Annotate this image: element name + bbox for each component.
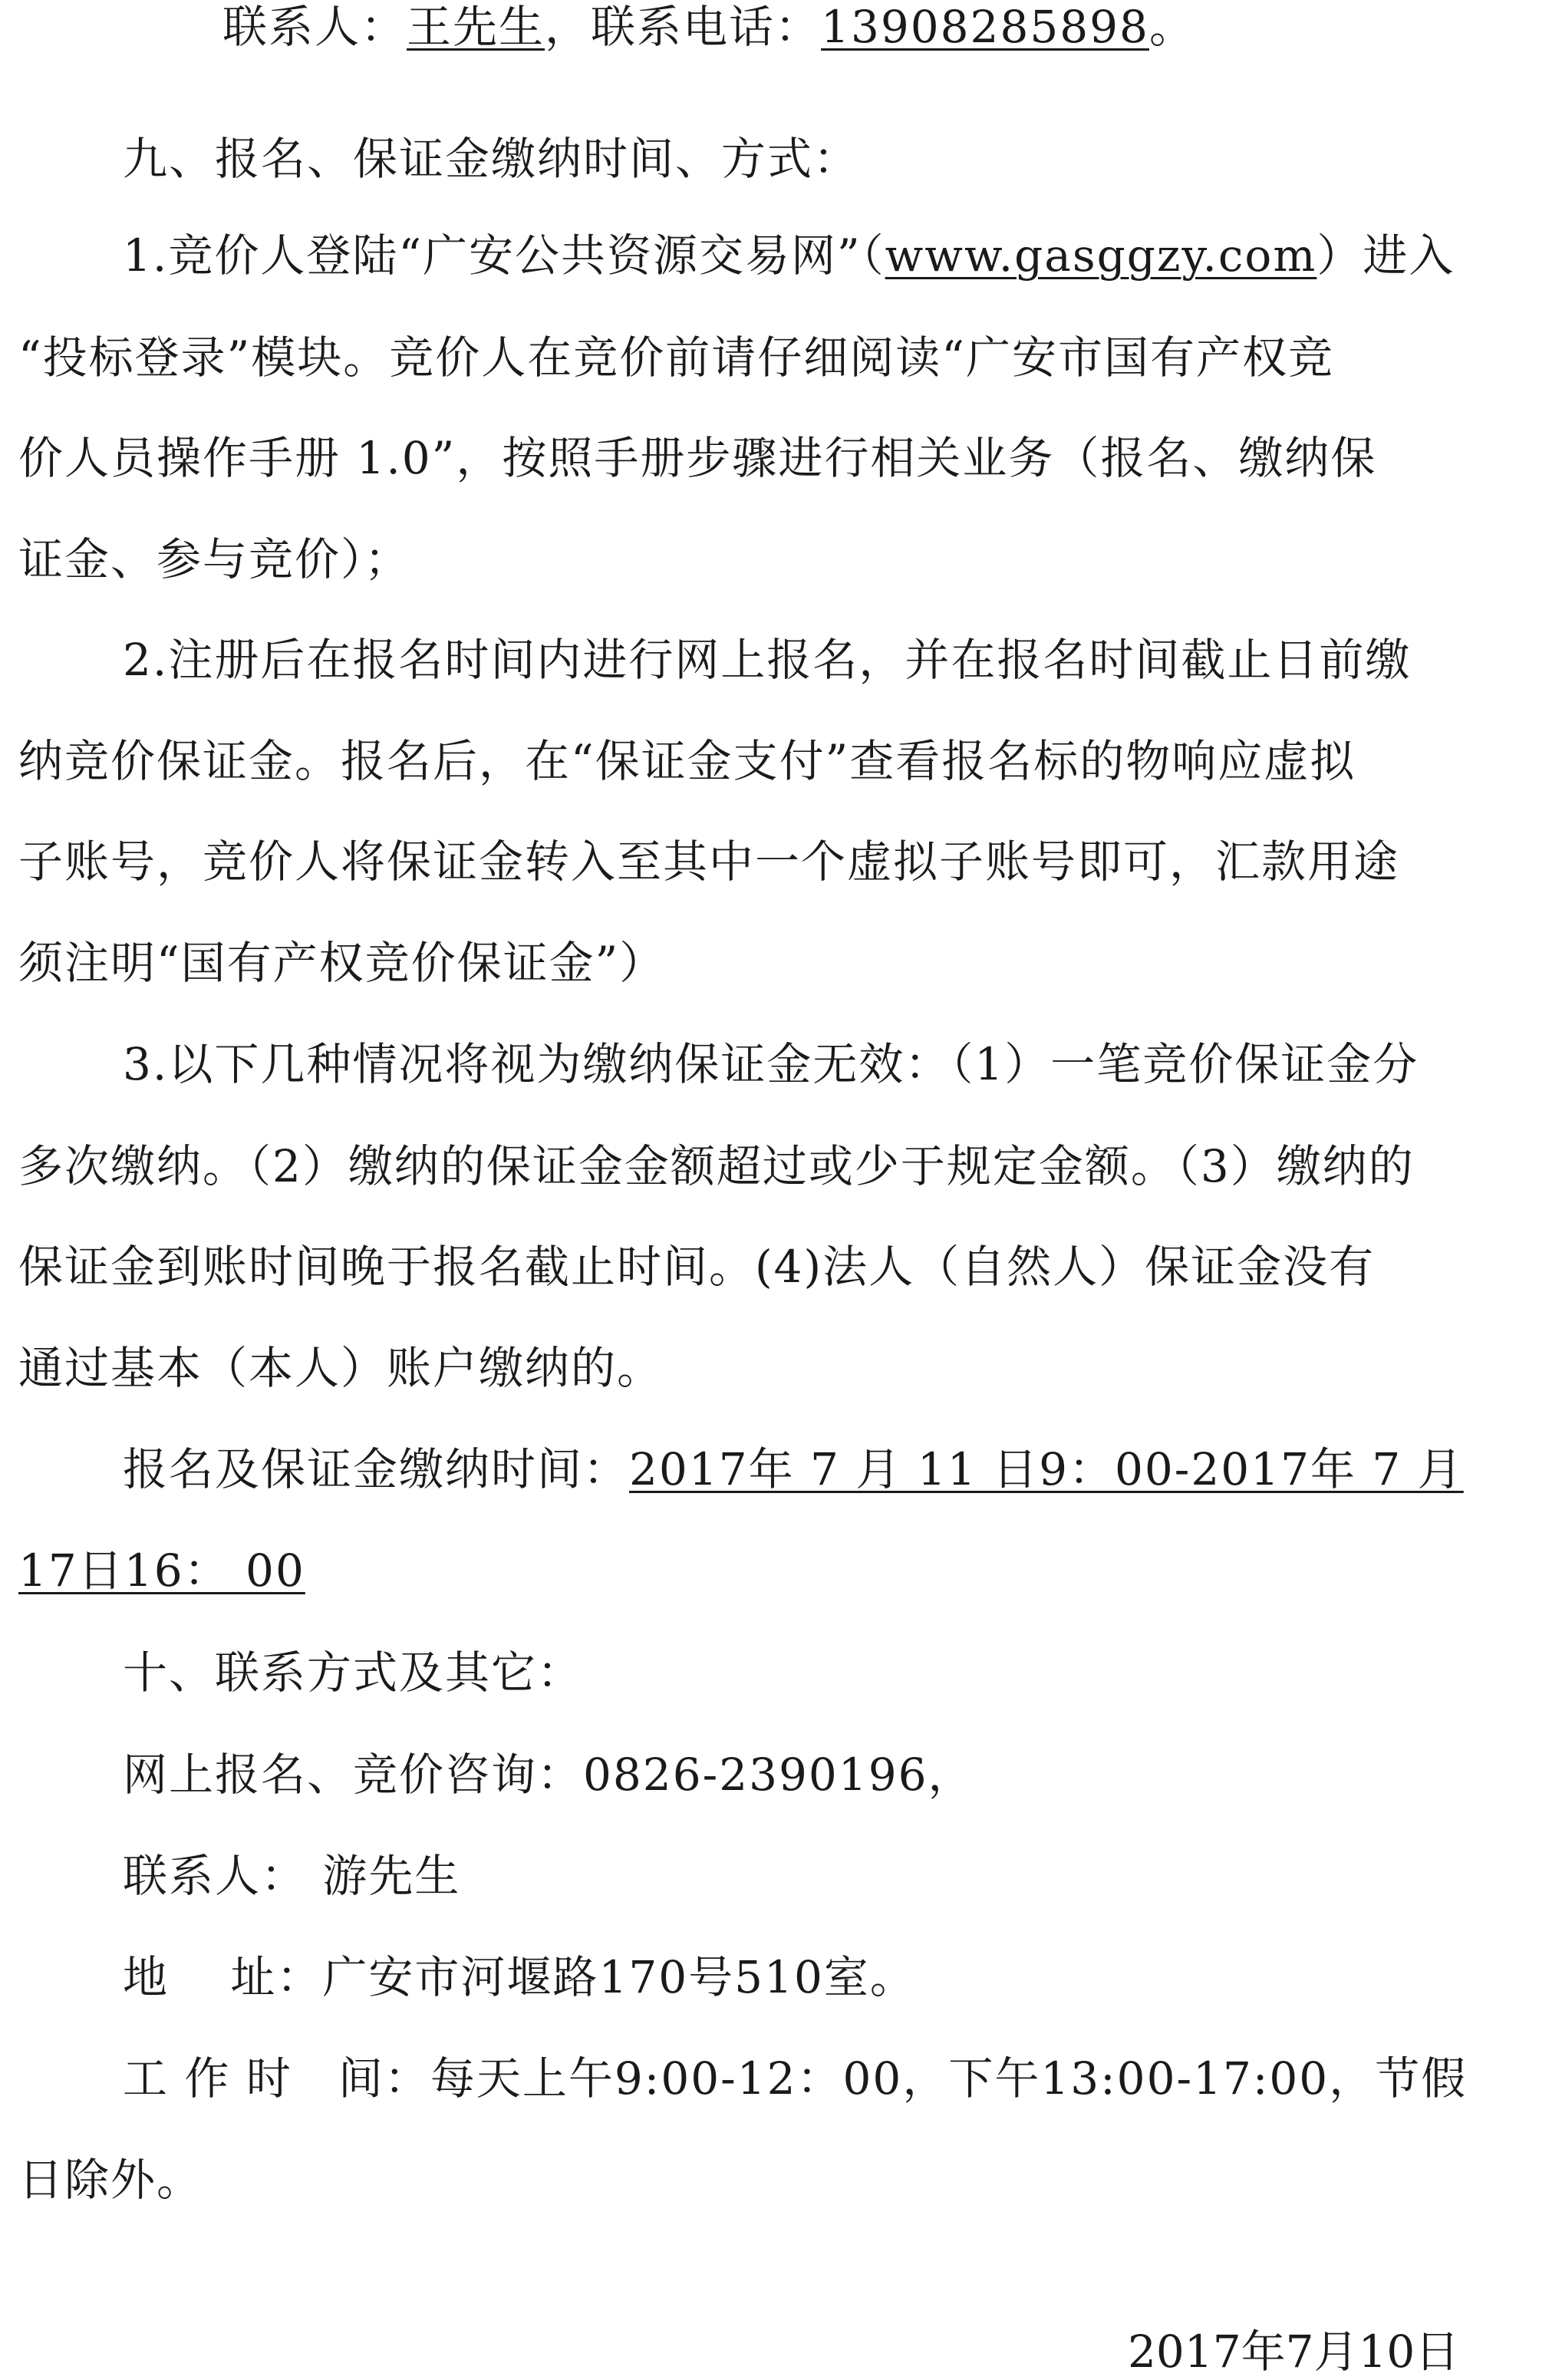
contact-label: 联系人： — [222, 1, 407, 53]
section-10-heading: 十、联系方式及其它： — [123, 1647, 584, 1699]
paragraph-1-line-2: “投标登录”模块。竞价人在竞价前请仔细阅读“广安市国有产权竞 — [18, 331, 1334, 384]
paragraph-2-line-2: 纳竞价保证金。报名后，在“保证金支付”查看报名标的物响应虚拟 — [18, 735, 1356, 787]
website-link[interactable]: www.gasggzy.com — [885, 229, 1317, 282]
phone-number: 13908285898 — [821, 1, 1149, 53]
contact-line: 联系人：王先生，联系电话：13908285898。 — [222, 1, 1195, 53]
section-9-heading: 九、报名、保证金缴纳时间、方式： — [123, 133, 860, 185]
document-date: 2017年7月10日 — [1128, 2326, 1460, 2378]
paragraph-2-line-4: 须注明“国有产权竞价保证金”） — [18, 937, 666, 989]
paragraph-3-line-3: 保证金到账时间晚于报名截止时间。(4)法人（自然人）保证金没有 — [18, 1241, 1376, 1293]
paragraph-1-line-1: 1.竞价人登陆“广安公共资源交易网”（www.gasggzy.com）进入 — [123, 229, 1455, 282]
paragraph-1-line-4: 证金、参与竞价）； — [18, 533, 411, 585]
registration-time-end: 17日16： 00 — [18, 1544, 305, 1597]
paragraph-2-line-3: 子账号，竞价人将保证金转入至其中一个虚拟子账号即可，汇款用途 — [18, 836, 1400, 888]
registration-time-value: 2017年 7 月 11 日9：00-2017年 7 月 — [629, 1443, 1464, 1495]
paragraph-3-line-2: 多次缴纳。（2）缴纳的保证金金额超过或少于规定金额。（3）缴纳的 — [18, 1140, 1415, 1192]
working-hours-line-2: 日除外。 — [18, 2154, 203, 2206]
phone-label: ，联系电话： — [545, 1, 822, 53]
paragraph-1-line-3: 价人员操作手册 1.0”，按照手册步骤进行相关业务（报名、缴纳保 — [18, 432, 1377, 484]
paragraph-3-line-1: 3.以下几种情况将视为缴纳保证金无效：（1）一笔竞价保证金分 — [123, 1038, 1419, 1090]
paragraph-2-line-1: 2.注册后在报名时间内进行网上报名，并在报名时间截止日前缴 — [123, 634, 1412, 686]
consult-phone-line: 网上报名、竞价咨询：0826-2390196， — [123, 1749, 974, 1801]
working-hours-line: 工 作 时 间：每天上午9:00-12：00，下午13:00-17:00，节假 — [123, 2052, 1468, 2105]
registration-time-line — [0, 1442, 1562, 1496]
registration-time-label: 报名及保证金缴纳时间： — [123, 1443, 630, 1495]
paragraph-3-line-4: 通过基本（本人）账户缴纳的。 — [18, 1342, 664, 1394]
contact-name: 王先生 — [407, 1, 545, 53]
contact-person-line: 联系人： 游先生 — [123, 1850, 461, 1902]
address-line: 地 址：广安市河堰路170号510室。 — [123, 1951, 916, 2003]
